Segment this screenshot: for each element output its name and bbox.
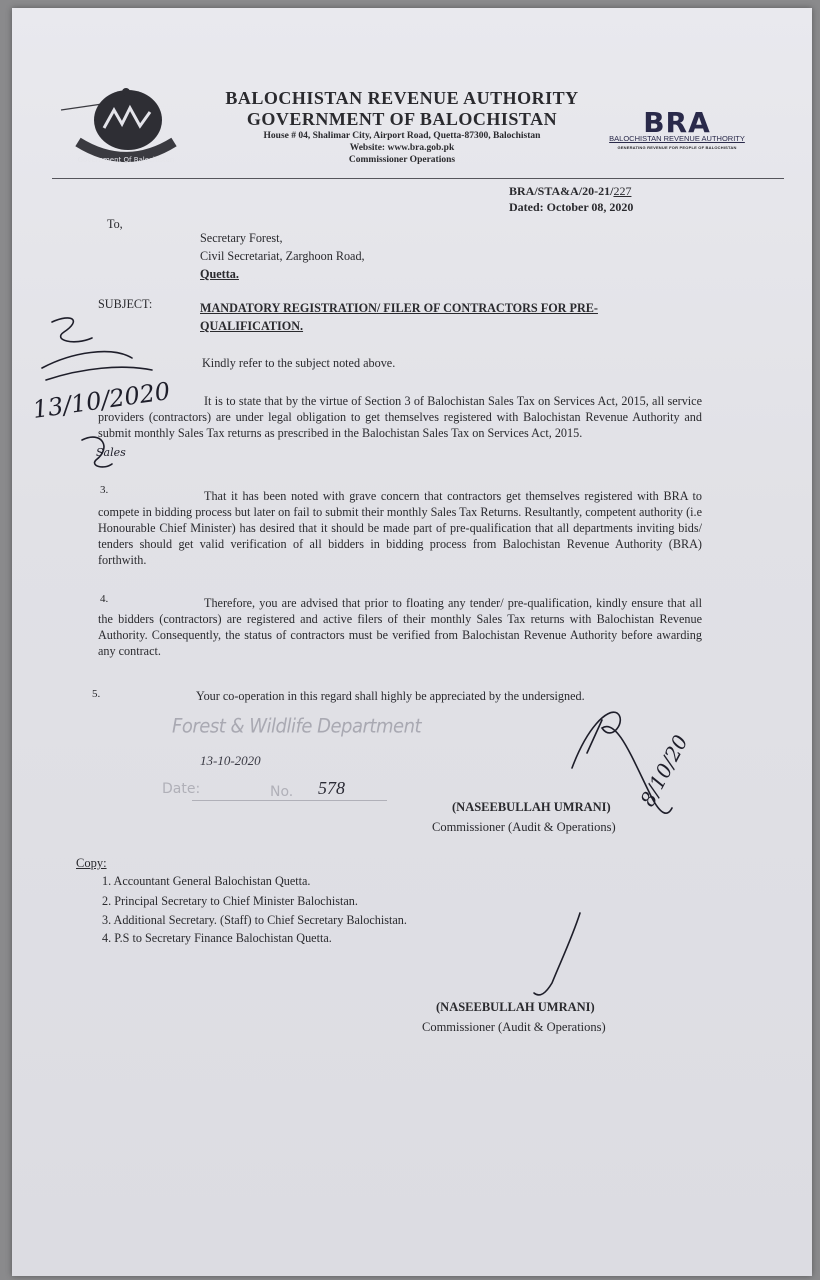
paragraph-4-number: 4. — [100, 593, 109, 605]
header-divider — [52, 178, 784, 179]
paragraph-3: That it has been noted with grave concern that contractors get themselves registered with BRA to compete in bidding process but later on fail to submit their monthly Sales Tax Returns. Resultantly, competent authority (i.e Honourable Chief Minister) has desired that it should be made part of pre-qualification that all departments inviting bids/ tenders should get valid verification of all bidders in bidding process from Balochistan Revenue Authority (BRA) forthwith. — [98, 489, 702, 567]
subject-label: SUBJECT: — [98, 297, 153, 311]
signatory-designation: Commissioner (Audit & Operations) — [432, 820, 616, 834]
bra-logo-mark: BRA — [643, 108, 711, 139]
signature-icon — [572, 712, 672, 813]
receipt-stamp-date-label: Date: — [162, 781, 201, 797]
paragraph-2: It is to state that by the virtue of Section 3 of Balochistan Sales Tax on Services Act, 2015, all service providers (contractors) are under legal obligation to get themselves registered with Balochistan Revenue Authority and submit monthly Sales Tax returns as prescribed in the Balochistan Sales Tax on Services Act, 2015. — [98, 394, 702, 440]
bra-logo-name: BALOCHISTAN REVENUE AUTHORITY — [609, 134, 745, 143]
paragraph-5-number: 5. — [92, 688, 101, 700]
authority-website: Website: www.bra.gob.pk — [349, 143, 455, 153]
reference-number — [509, 184, 631, 199]
copy-list-item: 3. Additional Secretary. (Staff) to Chief Secretary Balochistan. — [102, 913, 407, 927]
addressee-line2: Civil Secretariat, Zarghoon Road, — [200, 249, 365, 263]
copy-list-item: 2. Principal Secretary to Chief Minister Balochistan. — [102, 894, 358, 908]
copy-list-item: 1. Accountant General Balochistan Quetta. — [102, 874, 311, 888]
letter-date: Dated: October 08, 2020 — [509, 200, 634, 214]
authority-title: BALOCHISTAN REVENUE AUTHORITY — [225, 88, 579, 108]
receipt-stamp-department: Forest & Wildlife Department — [172, 714, 422, 739]
signatory-name: (NASEEBULLAH UMRANI) — [452, 800, 611, 814]
signature-date: 8/10/20 — [635, 730, 693, 811]
subject-line1: MANDATORY REGISTRATION/ FILER OF CONTRACTORS FOR PRE- — [200, 301, 598, 315]
addressee-line3: Quetta. — [200, 267, 239, 281]
paragraph-4: Therefore, you are advised that prior to floating any tender/ pre-qualification, kindly ensure that all the bidders (contractors) are registered and active filers of their monthly Sales Tax returns with Balochistan Revenue Authority. Consequently, the status of contractors must be verified from Balochistan Revenue Authority before awarding any contract. — [98, 596, 702, 658]
letter-sheet — [12, 8, 812, 1276]
signature2-icon — [534, 913, 580, 995]
paragraph-3-number: 3. — [100, 484, 109, 496]
addressee-line1: Secretary Forest, — [200, 231, 283, 245]
signatory2-designation: Commissioner (Audit & Operations) — [422, 1020, 606, 1034]
paragraph-5: Your co-operation in this regard shall highly be appreciated by the undersigned. — [196, 689, 585, 703]
authority-address: House # 04, Shalimar City, Airport Road, Quetta-87300, Balochistan — [263, 131, 541, 141]
margin-mark-icon — [82, 437, 112, 467]
margin-date: 13/10/2020 — [30, 376, 172, 424]
seal-text: Government Of Balochistan — [77, 156, 175, 164]
receipt-stamp-no-label: No. — [270, 784, 294, 800]
receipt-stamp-date: 13-10-2020 — [200, 753, 261, 768]
government-title: GOVERNMENT OF BALOCHISTAN — [246, 109, 558, 129]
signatory2-name: (NASEEBULLAH UMRANI) — [436, 1000, 595, 1014]
office-name: Commissioner Operations — [348, 155, 456, 165]
copy-label: Copy: — [76, 856, 107, 870]
to-label: To, — [107, 217, 123, 231]
subject-line2: QUALIFICATION. — [200, 319, 304, 333]
paragraph-1: Kindly refer to the subject noted above. — [202, 356, 396, 370]
receipt-stamp-number: 578 — [318, 778, 345, 798]
bra-logo-tagline: GENERATING REVENUE FOR PEOPLE OF BALOCHISTAN — [617, 145, 737, 150]
receipt-stamp-line — [192, 800, 387, 801]
margin-note: Sales — [96, 446, 126, 459]
margin-initial-icon — [52, 318, 92, 342]
reference-suffix: 227 — [613, 184, 632, 198]
copy-list-item: 4. P.S to Secretary Finance Balochistan Quetta. — [102, 931, 332, 945]
reference-prefix: BRA/STA&A/20-21/ — [509, 184, 614, 198]
government-seal-icon — [56, 80, 186, 172]
